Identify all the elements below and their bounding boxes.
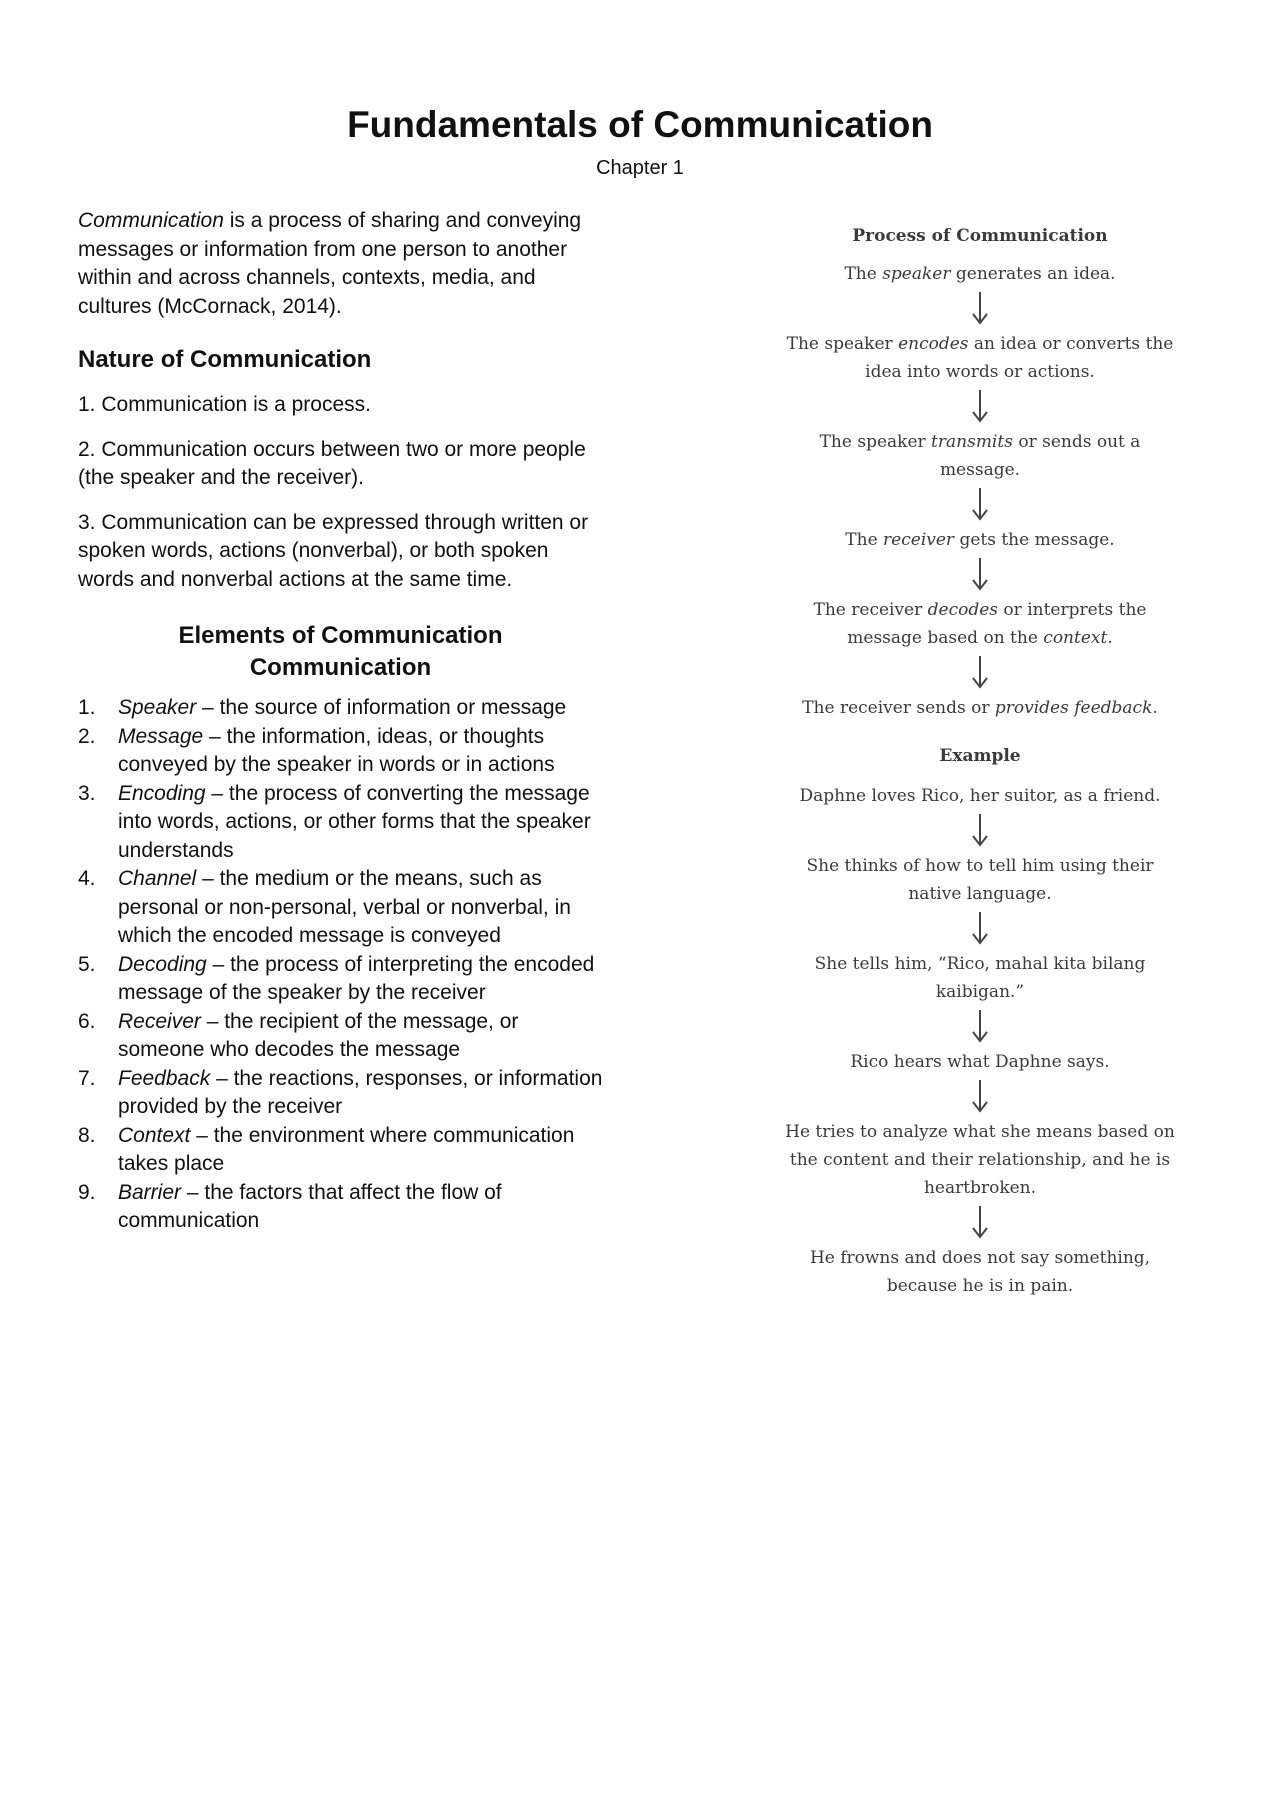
process-step: The receiver sends or provides feedback. [802, 698, 1158, 718]
element-definition: – the recipient of the message, or someone who decodes the message [118, 1009, 519, 1061]
example-step: Daphne loves Rico, her suitor, as a friend. [799, 786, 1161, 806]
intro-text: is a process of sharing and conveying messages or information from one person to another within and across channels, contexts, media, and cultures (McCornack, 2014). [78, 209, 582, 318]
example-step: He frowns and does not say something, because he is in pain. [809, 1248, 1151, 1296]
nature-heading: Nature of Communication [78, 346, 372, 373]
element-item [78, 1008, 608, 1065]
down-arrow-icon [970, 1006, 990, 1048]
element-definition: – the factors that affect the flow of communication [118, 1180, 502, 1232]
chapter-subtitle: Chapter 1 [596, 157, 684, 179]
element-term: Encoding [118, 781, 206, 805]
element-definition: – the information, ideas, or thoughts conveyed by the speaker in words or in actions [118, 724, 555, 776]
element-number: 3. [78, 781, 96, 805]
down-arrow-icon [970, 386, 990, 428]
intro-paragraph [78, 207, 608, 321]
nature-item: 2. Communication occurs between two or more people (the speaker and the receiver). [78, 437, 586, 489]
example-step: Rico hears what Daphne says. [850, 1052, 1110, 1072]
element-definition: – the source of information or message [196, 696, 567, 719]
example-step: She thinks of how to tell him using their native language. [806, 856, 1154, 904]
element-term: Barrier [118, 1180, 182, 1204]
element-term: Context [118, 1123, 191, 1147]
element-definition: – the process of interpreting the encoded message of the speaker by the receiver [118, 952, 595, 1004]
element-term: Speaker [118, 696, 197, 719]
element-number: 5. [78, 952, 96, 976]
element-number: 8. [78, 1123, 96, 1147]
elements-heading-line2: Communication [249, 654, 432, 681]
element-item [78, 780, 608, 866]
process-step: The speaker encodes an idea or converts the idea into words or actions. [786, 334, 1174, 382]
element-number: 9. [78, 1180, 96, 1204]
element-number: 2. [78, 724, 96, 748]
down-arrow-icon [970, 810, 990, 852]
element-term: Channel [118, 867, 197, 890]
element-term: Receiver [118, 1009, 201, 1033]
elements-heading [78, 620, 603, 684]
element-term: Decoding [118, 952, 207, 976]
element-item [78, 1122, 608, 1179]
process-step: The receiver decodes or interprets the message based on the context. [813, 600, 1147, 648]
elements-list [78, 694, 608, 1236]
element-definition: – the environment where communication takes place [118, 1123, 575, 1175]
element-item [78, 1065, 608, 1122]
element-item [78, 951, 608, 1008]
element-item [78, 1179, 608, 1236]
element-term: Feedback [118, 1066, 211, 1090]
elements-heading-line1: Elements of Communication [178, 622, 503, 649]
element-term: Message [118, 724, 204, 748]
nature-item: 1. Communication is a process. [78, 393, 371, 416]
down-arrow-icon [970, 652, 990, 694]
process-heading: Process of Communication [852, 226, 1108, 246]
element-item [78, 723, 608, 780]
element-definition: – the process of converting the message into words, actions, or other forms that the speaker understands [118, 781, 591, 862]
process-step: The speaker generates an idea. [844, 264, 1116, 284]
element-definition: – the reactions, responses, or information provided by the receiver [118, 1066, 603, 1118]
down-arrow-icon [970, 1076, 990, 1118]
nature-item: 3. Communication can be expressed through written or spoken words, actions (nonverbal), or both spoken words and nonverbal actions at the same time. [78, 510, 589, 591]
page-title: Fundamentals of Communication [347, 104, 933, 145]
down-arrow-icon [970, 288, 990, 330]
left-column [78, 207, 608, 1236]
down-arrow-icon [970, 908, 990, 950]
process-step: The receiver gets the message. [845, 530, 1115, 550]
example-step: She tells him, “Rico, mahal kita bilang kaibigan.” [814, 954, 1146, 1002]
example-step: He tries to analyze what she means based on the content and their relationship, and he is heartbroken. [785, 1122, 1175, 1198]
process-step: The speaker transmits or sends out a message. [819, 432, 1141, 480]
element-number: 7. [78, 1066, 96, 1090]
down-arrow-icon [970, 554, 990, 596]
element-number: 4. [78, 867, 96, 890]
down-arrow-icon [970, 1202, 990, 1244]
intro-term: Communication [78, 209, 224, 232]
element-definition: – the medium or the means, such as personal or non-personal, verbal or nonverbal, in which the encoded message is conveyed [118, 867, 571, 947]
down-arrow-icon [970, 484, 990, 526]
process-diagram [780, 222, 1180, 1300]
element-item [78, 694, 608, 723]
element-item [78, 865, 608, 951]
example-heading: Example [939, 746, 1021, 766]
element-number: 1. [78, 696, 96, 719]
element-number: 6. [78, 1009, 96, 1033]
